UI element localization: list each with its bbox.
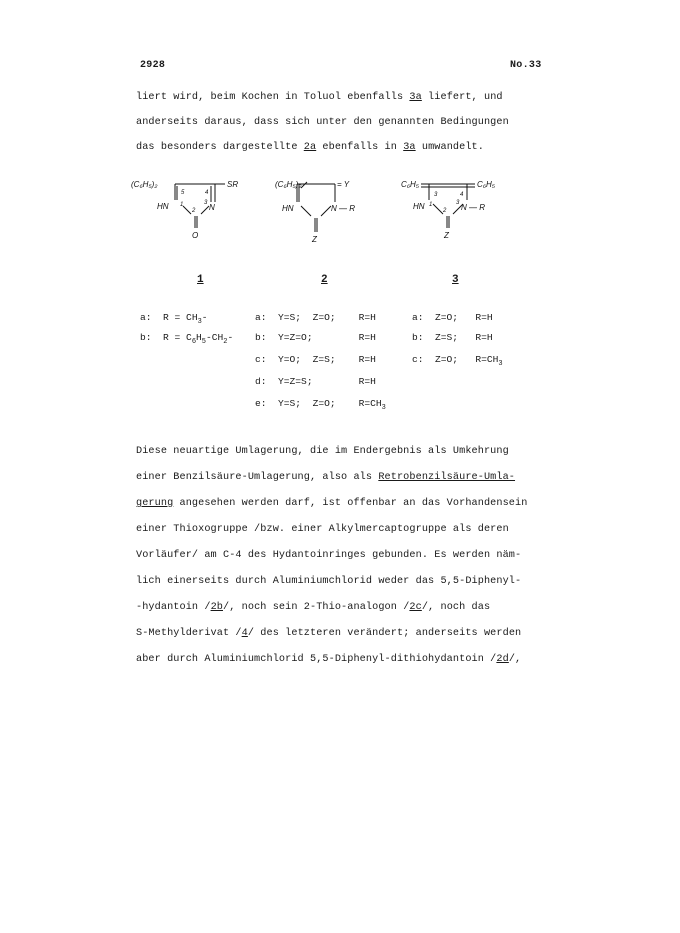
s3-phenyl-right: C₆H₅ [477,180,495,189]
text-line: das besonders dargestellte 2a ebenfalls in 3a umwandelt. [136,142,484,153]
chemical-structures [125,170,545,300]
substituent-table [140,312,560,422]
col2-row-d: d: Y=Z=S; R=H [255,376,376,387]
s1-pos2: 2 [192,208,196,214]
s3-pos3: 3 [456,200,460,206]
compound-label-3: 3 [452,274,459,286]
s1-pos1: 1 [180,202,184,208]
s3-pos2: 2 [443,208,447,214]
s1-sr: SR [227,180,239,189]
text-line: aber durch Aluminiumchlorid 5,5-Diphenyl-dithiohydantoin /2d/, [136,654,522,665]
col3-row-a: a: Z=O; R=H [412,312,493,323]
compound-label-2: 2 [321,274,328,286]
text-line: einer Thioxogruppe /bzw. einer Alkylmercaptogruppe als deren [136,524,509,535]
s2-z: Z [312,235,317,244]
text-line: lich einerseits durch Aluminiumchlorid weder das 5,5-Diphenyl- [136,576,522,587]
s1-hn: HN [157,202,169,211]
col2-row-e: e: Y=S; Z=O; $R=CH_3$ [255,398,386,412]
intro-paragraph [136,92,536,167]
col3-row-c: c: Z=O; $R=CH_3$ [412,354,503,368]
col1-row-a: a: $R = CH_3-$ [140,312,208,326]
compound-label-1: 1 [197,274,204,286]
col2-row-a: a: Y=S; Z=O; R=H [255,312,376,323]
s1-n: N [209,203,215,212]
s2-y: = Y [337,180,350,189]
structure-2 [297,182,335,232]
text-line: Vorläufer/ am C-4 des Hydantoinringes gebunden. Es werden näm- [136,550,522,561]
text-line: Diese neuartige Umlagerung, die im Endergebnis als Umkehrung [136,446,509,457]
col3-row-b: b: Z=S; R=H [412,332,493,343]
s1-ring-5: 5 [181,190,185,196]
s3-z: Z [444,231,449,240]
text-line: liert wird, beim Kochen in Toluol ebenfalls 3a liefert, und [136,92,503,103]
text-line: anderseits daraus, dass sich unter den genannten Bedingungen [136,117,509,128]
s1-pos3: 3 [204,200,208,206]
s3-phenyl-left: C₆H₅ [401,180,419,189]
s3-ring-4: 4 [460,192,464,198]
page-number: 2928 [140,60,166,71]
s3-pos1: 1 [429,202,433,208]
s3-nr: N — R [461,203,485,212]
structure-drawings [125,170,545,300]
s3-ring-3: 3 [434,192,438,198]
s3-hn: HN [413,202,425,211]
s2-diphenyl: (C₆H₅)₂ [275,180,302,189]
text-line: gerung angesehen werden darf, ist offenbar an das Vorhandensein [136,498,528,509]
s1-o: O [192,231,199,240]
text-line: einer Benzilsäure-Umlagerung, also als Retrobenzilsäure-Umla- [136,472,516,483]
s1-diphenyl: (C₆H₅)₂ [131,180,158,189]
body-paragraph [136,446,536,680]
col2-row-c: c: Y=O; Z=S; R=H [255,354,376,365]
col2-row-b: b: Y=Z=O; R=H [255,332,376,343]
s1-ring-4: 4 [205,190,209,196]
issue-number: No.33 [510,60,542,71]
s2-hn: HN [282,204,294,213]
text-line: S-Methylderivat /4/ des letzteren verändert; anderseits werden [136,628,522,639]
s2-nr: N — R [331,204,355,213]
col1-row-b: b: $R = C_6H_5-CH_2-$ [140,332,234,346]
text-line: -hydantoin /2b/, noch sein 2-Thio-analogon /2c/, noch das [136,602,491,613]
